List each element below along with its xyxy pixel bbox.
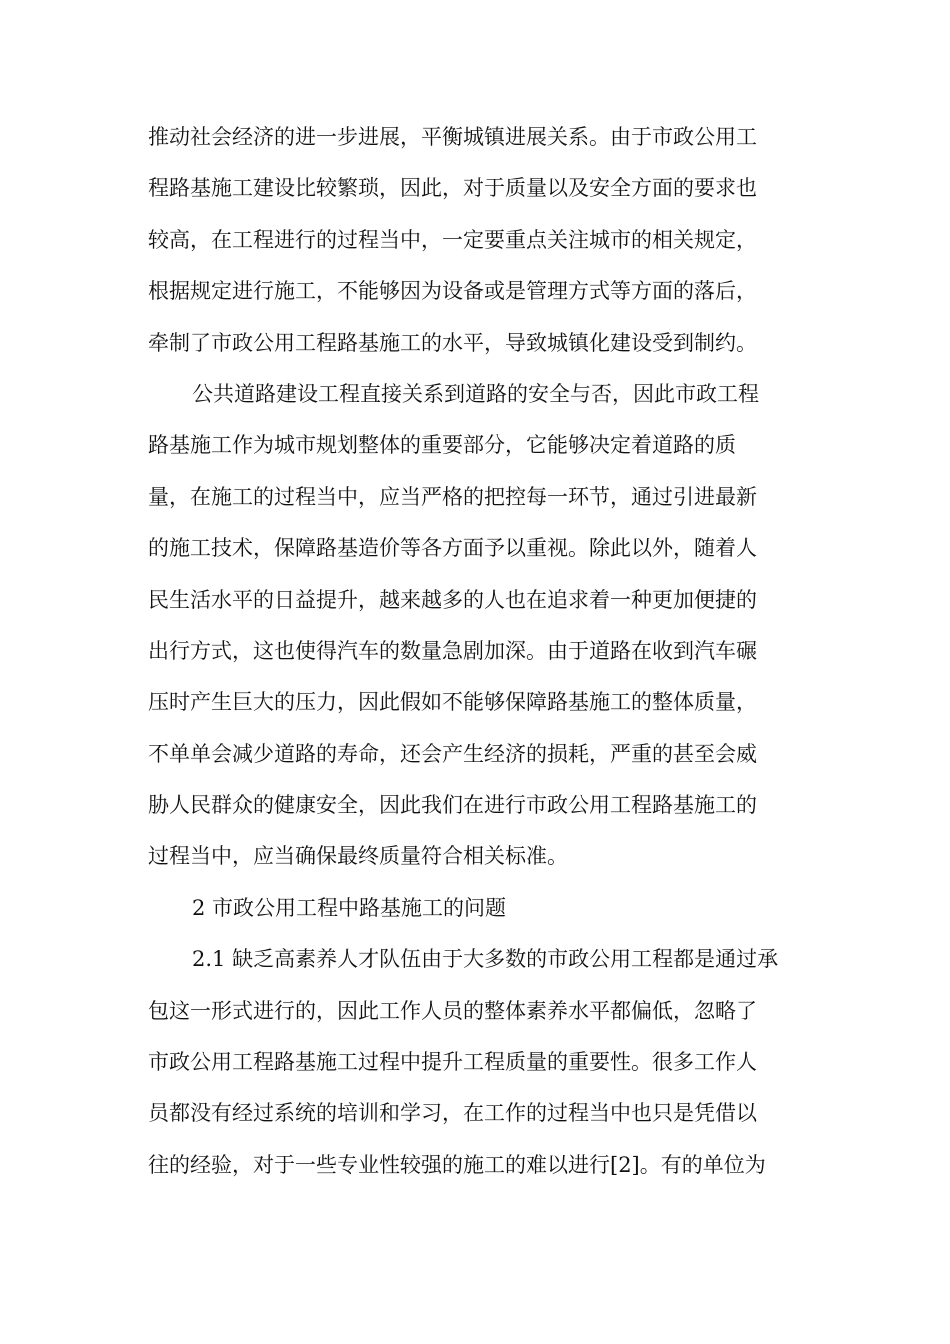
subsection-first-line: 2.1 缺乏高素养人才队伍由于大多数的市政公用工程都是通过承 (192, 947, 779, 972)
text-line: 的施工技术，保障路基造价等各方面予以重视。除此以外，随着人 (148, 536, 757, 561)
text-line: 民生活水平的日益提升，越来越多的人也在追求着一种更加便捷的 (148, 587, 757, 612)
section-heading: 2 市政公用工程中路基施工的问题 (192, 895, 507, 920)
text-line: 量，在施工的过程当中，应当严格的把控每一环节，通过引进最新 (148, 484, 757, 509)
text-line: 根据规定进行施工，不能够因为设备或是管理方式等方面的落后， (148, 279, 757, 304)
text-line: 推动社会经济的进一步进展，平衡城镇进展关系。由于市政公用工 (148, 125, 757, 149)
text-line: 员都没有经过系统的培训和学习，在工作的过程当中也只是凭借以 (148, 1101, 757, 1126)
body-text (148, 112, 808, 1191)
text-line: 市政公用工程路基施工过程中提升工程质量的重要性。很多工作人 (148, 1050, 757, 1075)
text-line: 往的经验，对于一些专业性较强的施工的难以进行[2]。有的单位为 (148, 1152, 766, 1177)
text-line: 程路基施工建设比较繁琐，因此，对于质量以及安全方面的要求也 (148, 176, 757, 201)
text-line: 胁人民群众的健康安全，因此我们在进行市政公用工程路基施工的 (148, 793, 757, 818)
text-line: 出行方式，这也使得汽车的数量急剧加深。由于道路在收到汽车碾 (148, 638, 757, 663)
text-line: 不单单会减少道路的寿命，还会产生经济的损耗，严重的甚至会威 (148, 741, 757, 766)
text-line: 过程当中，应当确保最终质量符合相关标准。 (148, 844, 568, 869)
text-line: 压时产生巨大的压力，因此假如不能够保障路基施工的整体质量， (148, 690, 757, 715)
text-line: 牵制了市政公用工程路基施工的水平，导致城镇化建设受到制约。 (148, 330, 757, 355)
text-line: 路基施工作为城市规划整体的重要部分，它能够决定着道路的质 (148, 433, 736, 458)
paragraph-first-line: 公共道路建设工程直接关系到道路的安全与否，因此市政工程 (192, 381, 759, 406)
text-line: 包这一形式进行的，因此工作人员的整体素养水平都偏低，忽略了 (148, 998, 757, 1023)
text-line: 较高，在工程进行的过程当中，一定要重点关注城市的相关规定， (148, 227, 757, 252)
